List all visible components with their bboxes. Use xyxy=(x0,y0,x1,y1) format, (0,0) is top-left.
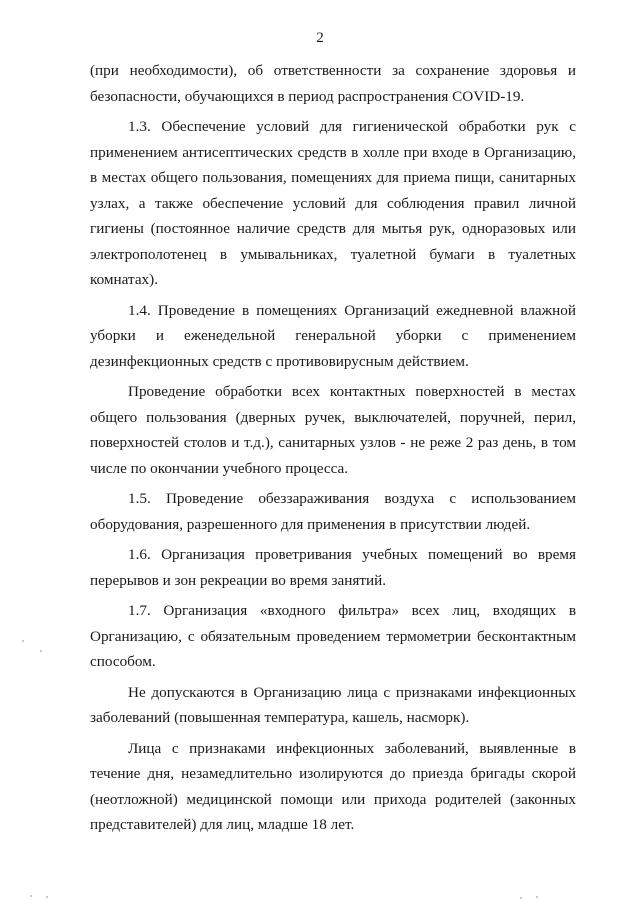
scan-speck xyxy=(40,650,42,652)
scan-speck xyxy=(46,896,48,898)
paragraph-surface-treatment: Проведение обработки всех контактных поверхностей в местах общего пользования (дверных ручек, выключателей, поручней, перил, поверхностей столов и т.д.), санитарных узлов - не реже 2 раз день, в том числе по окончании учебного процесса. xyxy=(90,383,576,477)
paragraph-1-3: 1.3. Обеспечение условий для гигиенической обработки рук с применением антисептических средств в холле при входе в Организацию, в местах общего пользования, помещениях для приема пищи, санитарных узлах, а также обеспечение условий для соблюдения правил личной гигиены (постоянное наличие средств для мытья рук, одноразовых или электрополотенец в умывальниках, туалетной бумаги в туалетных комнатах). xyxy=(90,118,576,288)
scan-speck xyxy=(30,895,32,897)
paragraph-isolation: Лица с признаками инфекционных заболеваний, выявленные в течение дня, незамедлительно изолируются до приезда бригады скорой (неотложной) медицинской помощи или прихода родителей (законных представителей) для лиц, младше 18 лет. xyxy=(90,739,576,833)
paragraph-1-7: 1.7. Организация «входного фильтра» всех лиц, входящих в Организацию, с обязательным проведением термометрии бесконтактным способом. xyxy=(90,602,576,670)
document-body xyxy=(90,58,576,843)
page-number: 2 xyxy=(316,30,324,46)
scan-speck xyxy=(520,897,522,899)
paragraph-1-6: 1.6. Организация проветривания учебных помещений во время перерывов и зон рекреации во время занятий. xyxy=(90,546,576,589)
scan-speck xyxy=(22,640,24,642)
scan-speck xyxy=(536,896,538,898)
paragraph-1-5: 1.5. Проведение обеззараживания воздуха с использованием оборудования, разрешенного для применения в присутствии людей. xyxy=(90,490,576,533)
paragraph-admission-restriction: Не допускаются в Организацию лица с признаками инфекционных заболеваний (повышенная температура, кашель, насморк). xyxy=(90,683,576,726)
paragraph-continuation: (при необходимости), об ответственности за сохранение здоровья и безопасности, обучающихся в период распространения COVID-19. xyxy=(90,62,576,105)
paragraph-1-4: 1.4. Проведение в помещениях Организаций ежедневной влажной уборки и еженедельной генеральной уборки с применением дезинфекционных средств с противовирусным действием. xyxy=(90,301,576,370)
